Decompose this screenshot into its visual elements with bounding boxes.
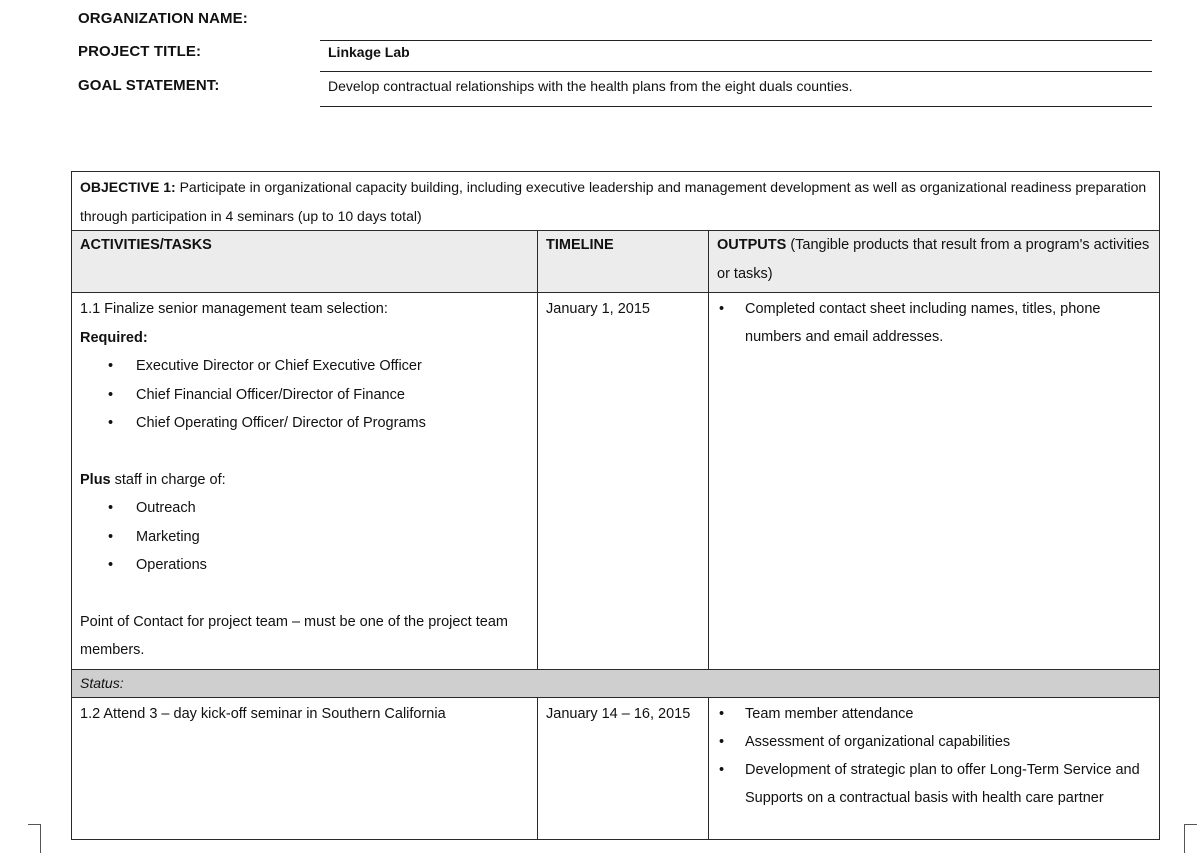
objective-cell: [72, 172, 1160, 231]
status-cell: [72, 669, 1160, 697]
objective-label: OBJECTIVE 1:: [80, 179, 176, 195]
timeline-value: January 14 – 16, 2015: [546, 705, 691, 722]
list-item: • Assessment of organizational capabilities: [745, 728, 1151, 756]
page-corner-mark-right: [1184, 824, 1197, 853]
column-header-row: [72, 231, 1160, 293]
objective-text: Participate in organizational capacity building, including executive leadership and management development as well as organizational readiness preparation through participation in 4 seminars (up to 10 days total): [80, 179, 1147, 224]
activity-cell: [72, 293, 538, 670]
outputs-header-cell: [709, 231, 1160, 293]
work-plan-table: [71, 171, 1160, 840]
timeline-cell: [538, 293, 709, 670]
goal-statement-underline: [320, 106, 1152, 107]
timeline-header: TIMELINE: [546, 237, 614, 253]
table-row: [72, 293, 1160, 670]
organization-name-label: ORGANIZATION NAME:: [78, 10, 248, 27]
project-title-value: Linkage Lab: [328, 44, 410, 60]
status-label: Status:: [80, 674, 124, 691]
activities-header-cell: [72, 231, 538, 293]
outputs-header-description: (Tangible products that result from a program's activities or tasks): [717, 237, 1150, 282]
activity-title: 1.1 Finalize senior management team selection:: [80, 301, 388, 317]
outputs-cell: [709, 697, 1160, 839]
project-title-label: PROJECT TITLE:: [78, 43, 202, 60]
page-corner-mark-left: [28, 824, 41, 853]
outputs-cell: [709, 293, 1160, 670]
staff-list: [80, 494, 529, 580]
timeline-cell: [538, 697, 709, 839]
objective-row: [72, 172, 1160, 231]
activity-title: 1.2 Attend 3 – day kick-off seminar in Southern California: [80, 705, 446, 722]
list-item: • Outreach: [136, 494, 529, 523]
activity-cell: [72, 697, 538, 839]
timeline-header-cell: [538, 231, 709, 293]
table-row: [72, 697, 1160, 839]
project-title-underline: [320, 71, 1152, 72]
project-title-top-line: [320, 40, 1152, 41]
list-item: • Development of strategic plan to offer Long-Term Service and Supports on a contractual basis with health care partner: [745, 756, 1151, 812]
activities-header: ACTIVITIES/TASKS: [80, 237, 212, 253]
point-of-contact-note: Point of Contact for project team – must be one of the project team members.: [80, 613, 508, 658]
required-list: [80, 352, 529, 438]
status-row: [72, 669, 1160, 697]
list-item: • Executive Director or Chief Executive Officer: [136, 352, 529, 381]
list-item: • Team member attendance: [745, 700, 1151, 728]
list-item: • Operations: [136, 551, 529, 580]
timeline-value: January 1, 2015: [546, 301, 650, 317]
required-label: Required:: [80, 329, 148, 346]
plus-label: Plus: [80, 471, 111, 488]
list-item: • Completed contact sheet including names, titles, phone numbers and email addresses.: [745, 295, 1151, 351]
outputs-header: OUTPUTS: [717, 237, 787, 253]
goal-statement-label: GOAL STATEMENT:: [78, 77, 220, 94]
plus-text: staff in charge of:: [114, 471, 226, 488]
goal-statement-value: Develop contractual relationships with the health plans from the eight duals counties.: [328, 78, 853, 94]
list-item: • Chief Operating Officer/ Director of Programs: [136, 409, 529, 438]
outputs-list: [717, 700, 1151, 812]
list-item: • Marketing: [136, 523, 529, 552]
list-item: • Chief Financial Officer/Director of Finance: [136, 381, 529, 410]
outputs-list: [717, 295, 1151, 351]
